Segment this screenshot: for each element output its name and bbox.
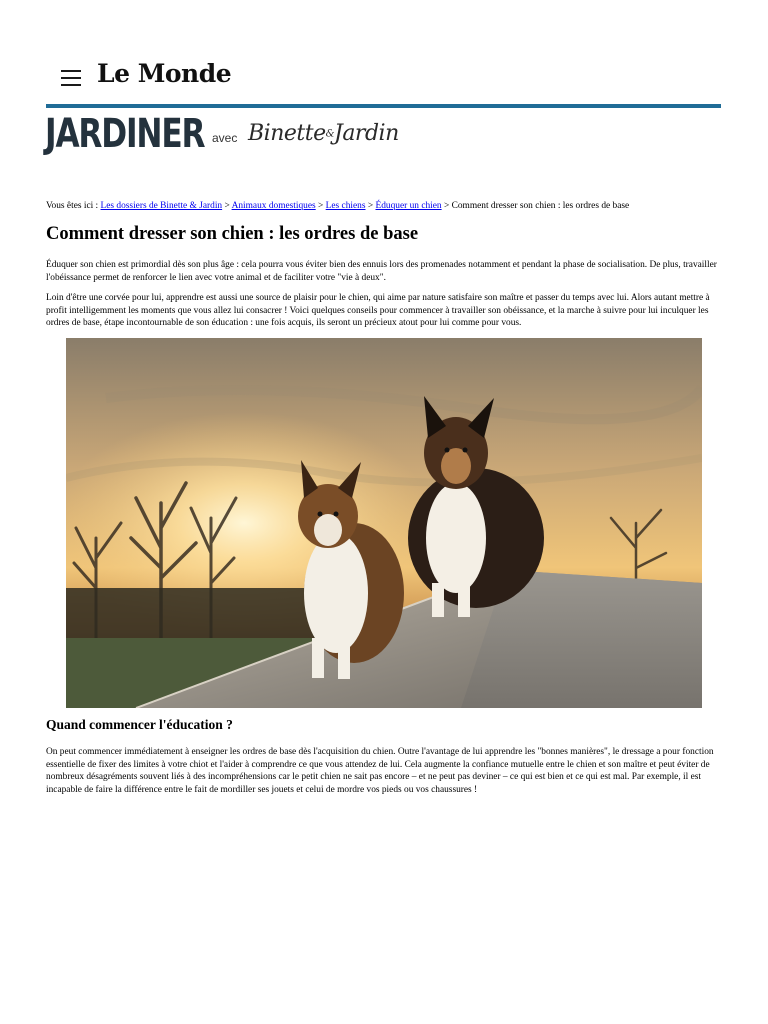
menu-icon[interactable] [61,70,81,86]
article-paragraph: On peut commencer immédiatement à enseigner les ordres de base dès l'acquisition du chien. Outre l'avantage de lui apprendre les "bonnes manières", le dressage a pour fonction essentielle de fixer des limites à votre chiot et l'aider à comprendre ce que vous attendez de lui. Cela augmente la confiance mutuelle entre le chien et son maître et peut éviter de nombreux désagréments souvent liés à des incompréhensions car le petit chien ne sait pas encore – et ne peut pas deviner – ce qui est bien et ce qui est mal. Par exemple, il est incapable de faire la différence entre le fait de mordiller ses jouets et celui de mordre vos pieds ou vos chaussures ! [46,747,714,795]
article-paragraph: Loin d'être une corvée pour lui, apprendre est aussi une source de plaisir pour le chien, qui aime par nature satisfaire son maître et passer du temps avec lui. Alors autant mettre à profit intelligemment les moments que vous allez lui consacrer ! Voici quelques conseils pour commencer à travailler son obéissance, et la marche à suivre pour lui inculquer les ordres de base, étape incontournable de son éducation : une fois acquis, ils seront un précieux atout pour lui comme pour vous. [46,293,710,328]
partner-name-a: Binette [248,121,326,146]
breadcrumb-link-dossiers[interactable]: Les dossiers de Binette & Jardin [100,201,223,211]
breadcrumb-current: Comment dresser son chien : les ordres de base [451,201,630,211]
breadcrumb-link-animaux[interactable]: Animaux domestiques [231,201,316,211]
partner-name-b: Jardin [334,121,399,146]
article-intro: Éduquer son chien est primordial dès son plus âge : cela pourra vous éviter bien des ennuis lors des promenades notamment et pendant la phase de socialisation. De plus, travailler l'obéissance permet de renforcer le lien avec votre animal et de faciliter votre "vie à deux". [46,260,717,283]
breadcrumb-separator: > [443,201,450,211]
partner-amp: & [325,128,334,140]
breadcrumb [46,201,629,211]
section-title[interactable]: JARDINER [45,111,205,157]
partner-logo[interactable] [248,121,399,146]
brand-logo[interactable]: Le Monde [97,59,232,88]
section-heading: Quand commencer l'éducation ? [46,717,233,732]
breadcrumb-link-eduquer[interactable]: Éduquer un chien [375,201,442,211]
article-title: Comment dresser son chien : les ordres de base [46,224,419,244]
article-photo [66,338,702,708]
partner-prefix: avec [212,131,238,145]
breadcrumb-separator: > [224,201,230,211]
breadcrumb-prefix: Vous êtes ici : [46,201,99,211]
breadcrumb-separator: > [367,201,374,211]
top-bar [61,64,81,92]
breadcrumb-separator: > [318,201,324,211]
breadcrumb-link-chiens[interactable]: Les chiens [325,201,366,211]
